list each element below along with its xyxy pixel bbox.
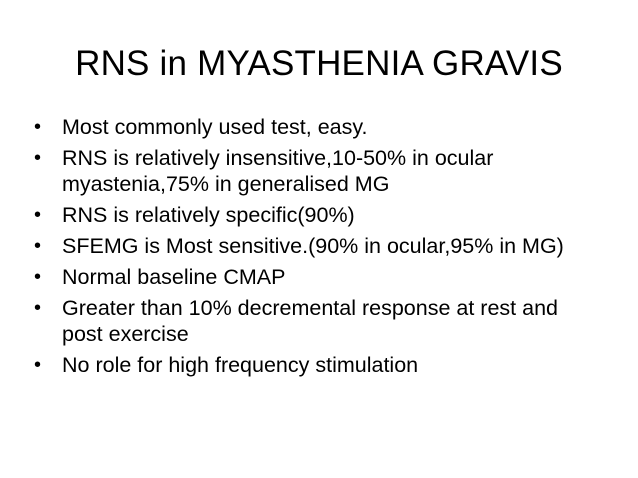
bullet-text: Normal baseline CMAP [62, 265, 286, 289]
bullet-dot-icon: • [34, 266, 42, 288]
bullet-dot-icon: • [34, 204, 42, 226]
slide-title: RNS in MYASTHENIA GRAVIS [75, 44, 563, 83]
bullet-dot-icon: • [34, 297, 42, 319]
bullet-item [34, 233, 594, 259]
bullet-list [34, 114, 594, 383]
bullet-text: SFEMG is Most sensitive.(90% in ocular,95% in MG) [62, 234, 564, 258]
bullet-item [34, 145, 594, 197]
bullet-text: RNS is relatively insensitive,10-50% in ocular myastenia,75% in generalised MG [62, 146, 494, 196]
bullet-item [34, 114, 594, 140]
bullet-text: Greater than 10% decremental response at rest and post exercise [62, 296, 558, 346]
bullet-dot-icon: • [34, 116, 42, 138]
bullet-text: RNS is relatively specific(90%) [62, 203, 355, 227]
bullet-item [34, 202, 594, 228]
bullet-item [34, 264, 594, 290]
bullet-item [34, 352, 594, 378]
bullet-text: No role for high frequency stimulation [62, 353, 419, 377]
bullet-text: Most commonly used test, easy. [62, 115, 368, 139]
bullet-dot-icon: • [34, 354, 42, 376]
bullet-item [34, 295, 594, 347]
bullet-dot-icon: • [34, 235, 42, 257]
bullet-dot-icon: • [34, 147, 42, 169]
